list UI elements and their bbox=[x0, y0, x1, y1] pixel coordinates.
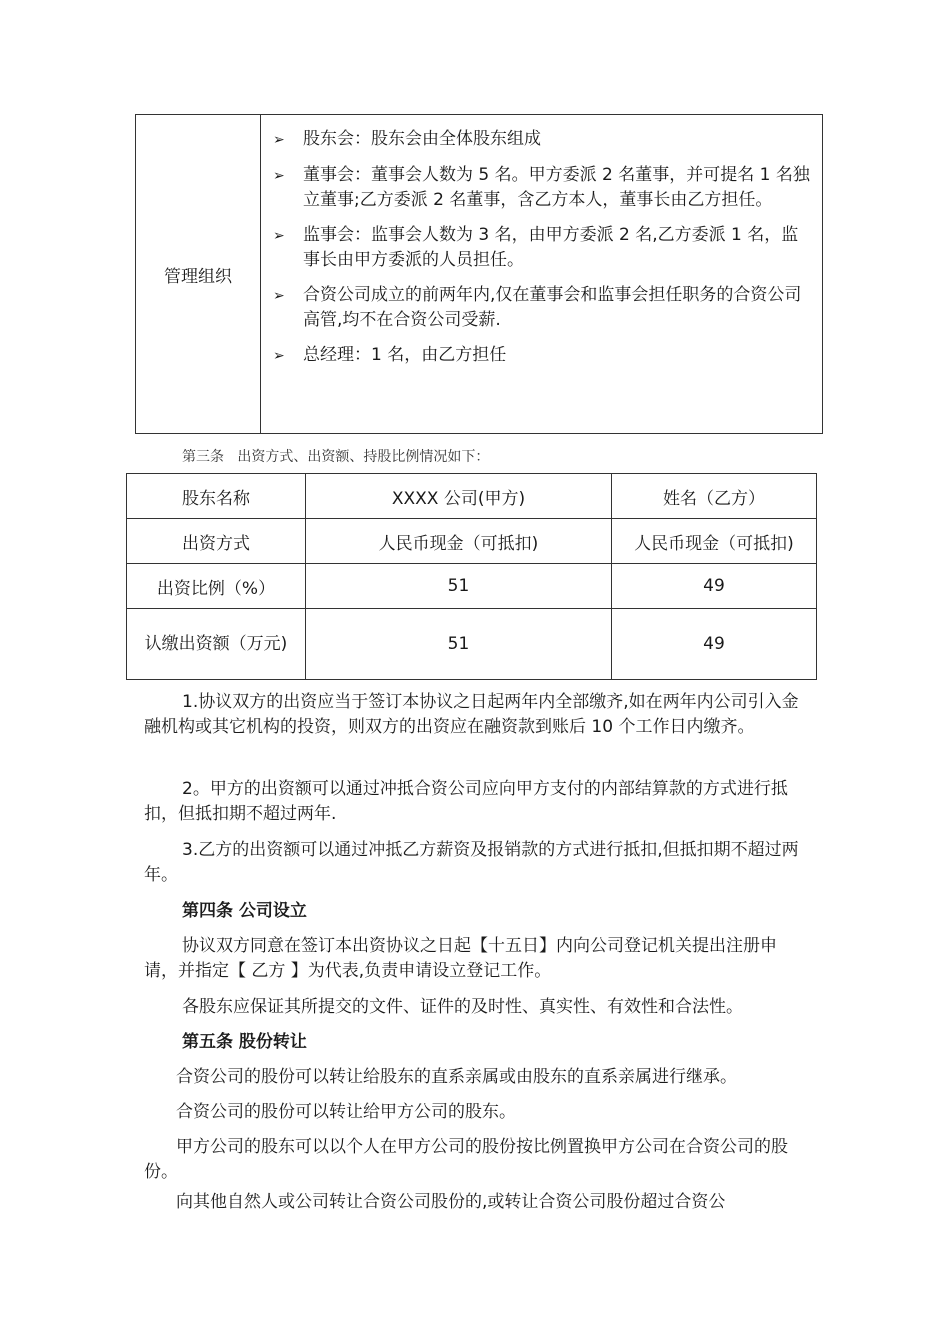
arrow-bullet-icon: ➢ bbox=[273, 228, 285, 244]
list-item: ➢ 监事会：监事会人数为 3 名，由甲方委派 2 名,乙方委派 1 名，监事长由甲方委派的人员担任。 bbox=[273, 223, 810, 273]
arrow-bullet-icon: ➢ bbox=[273, 348, 285, 364]
article-5-heading: 第五条 股份转让 bbox=[182, 1032, 307, 1052]
article-3-caption: 第三条 出资方式、出资额、持股比例情况如下： bbox=[182, 449, 490, 465]
paragraph: 合资公司的股份可以转让给甲方公司的股东。 bbox=[176, 1102, 516, 1122]
management-table bbox=[135, 114, 823, 434]
arrow-bullet-icon: ➢ bbox=[273, 168, 285, 184]
table-row: 认缴出资额（万元) 51 49 bbox=[127, 609, 817, 680]
table-row: 出资方式 人民币现金（可抵扣) 人民币现金（可抵扣) bbox=[127, 519, 817, 564]
paragraph: 3.乙方的出资额可以通过冲抵乙方薪资及报销款的方式进行抵扣,但抵扣期不超过两年。 bbox=[144, 840, 799, 885]
list-item: ➢ 合资公司成立的前两年内,仅在董事会和监事会担任职务的合资公司高管,均不在合资公司受薪. bbox=[273, 283, 810, 333]
arrow-bullet-icon: ➢ bbox=[273, 132, 285, 148]
management-label: 管理组织 bbox=[136, 115, 261, 433]
paragraph: 甲方公司的股东可以以个人在甲方公司的股份按比例置换甲方公司在合资公司的股份。 bbox=[144, 1137, 788, 1182]
list-item: ➢ 股东会：股东会由全体股东组成 bbox=[273, 127, 810, 153]
list-item: ➢ 董事会：董事会人数为 5 名。甲方委派 2 名董事，并可提名 1 名独立董事;乙方委派 2 名董事，含乙方本人，董事长由乙方担任。 bbox=[273, 163, 810, 213]
article-4-heading: 第四条 公司设立 bbox=[182, 901, 307, 921]
arrow-bullet-icon: ➢ bbox=[273, 288, 285, 304]
table-row: 出资比例（%） 51 49 bbox=[127, 564, 817, 609]
paragraph: 各股东应保证其所提交的文件、证件的及时性、真实性、有效性和合法性。 bbox=[182, 997, 743, 1017]
paragraph: 协议双方同意在签订本出资协议之日起【十五日】内向公司登记机关提出注册申请，并指定【 乙方 】为代表,负责申请设立登记工作。 bbox=[144, 936, 777, 981]
paragraph: 合资公司的股份可以转让给股东的直系亲属或由股东的直系亲属进行继承。 bbox=[176, 1067, 737, 1087]
table-row: 股东名称 XXXX 公司(甲方) 姓名（乙方） bbox=[127, 474, 817, 519]
capital-table bbox=[126, 473, 817, 680]
paragraph: 2。甲方的出资额可以通过冲抵合资公司应向甲方支付的内部结算款的方式进行抵扣，但抵扣期不超过两年. bbox=[144, 779, 788, 824]
paragraph: 向其他自然人或公司转让合资公司股份的,或转让合资公司股份超过合资公 bbox=[176, 1192, 726, 1212]
list-item: ➢ 总经理：1 名，由乙方担任 bbox=[273, 343, 810, 369]
paragraph: 1.协议双方的出资应当于签订本协议之日起两年内全部缴齐,如在两年内公司引入金融机构或其它机构的投资，则双方的出资应在融资款到账后 10 个工作日内缴齐。 bbox=[144, 692, 799, 737]
management-list bbox=[261, 115, 822, 433]
